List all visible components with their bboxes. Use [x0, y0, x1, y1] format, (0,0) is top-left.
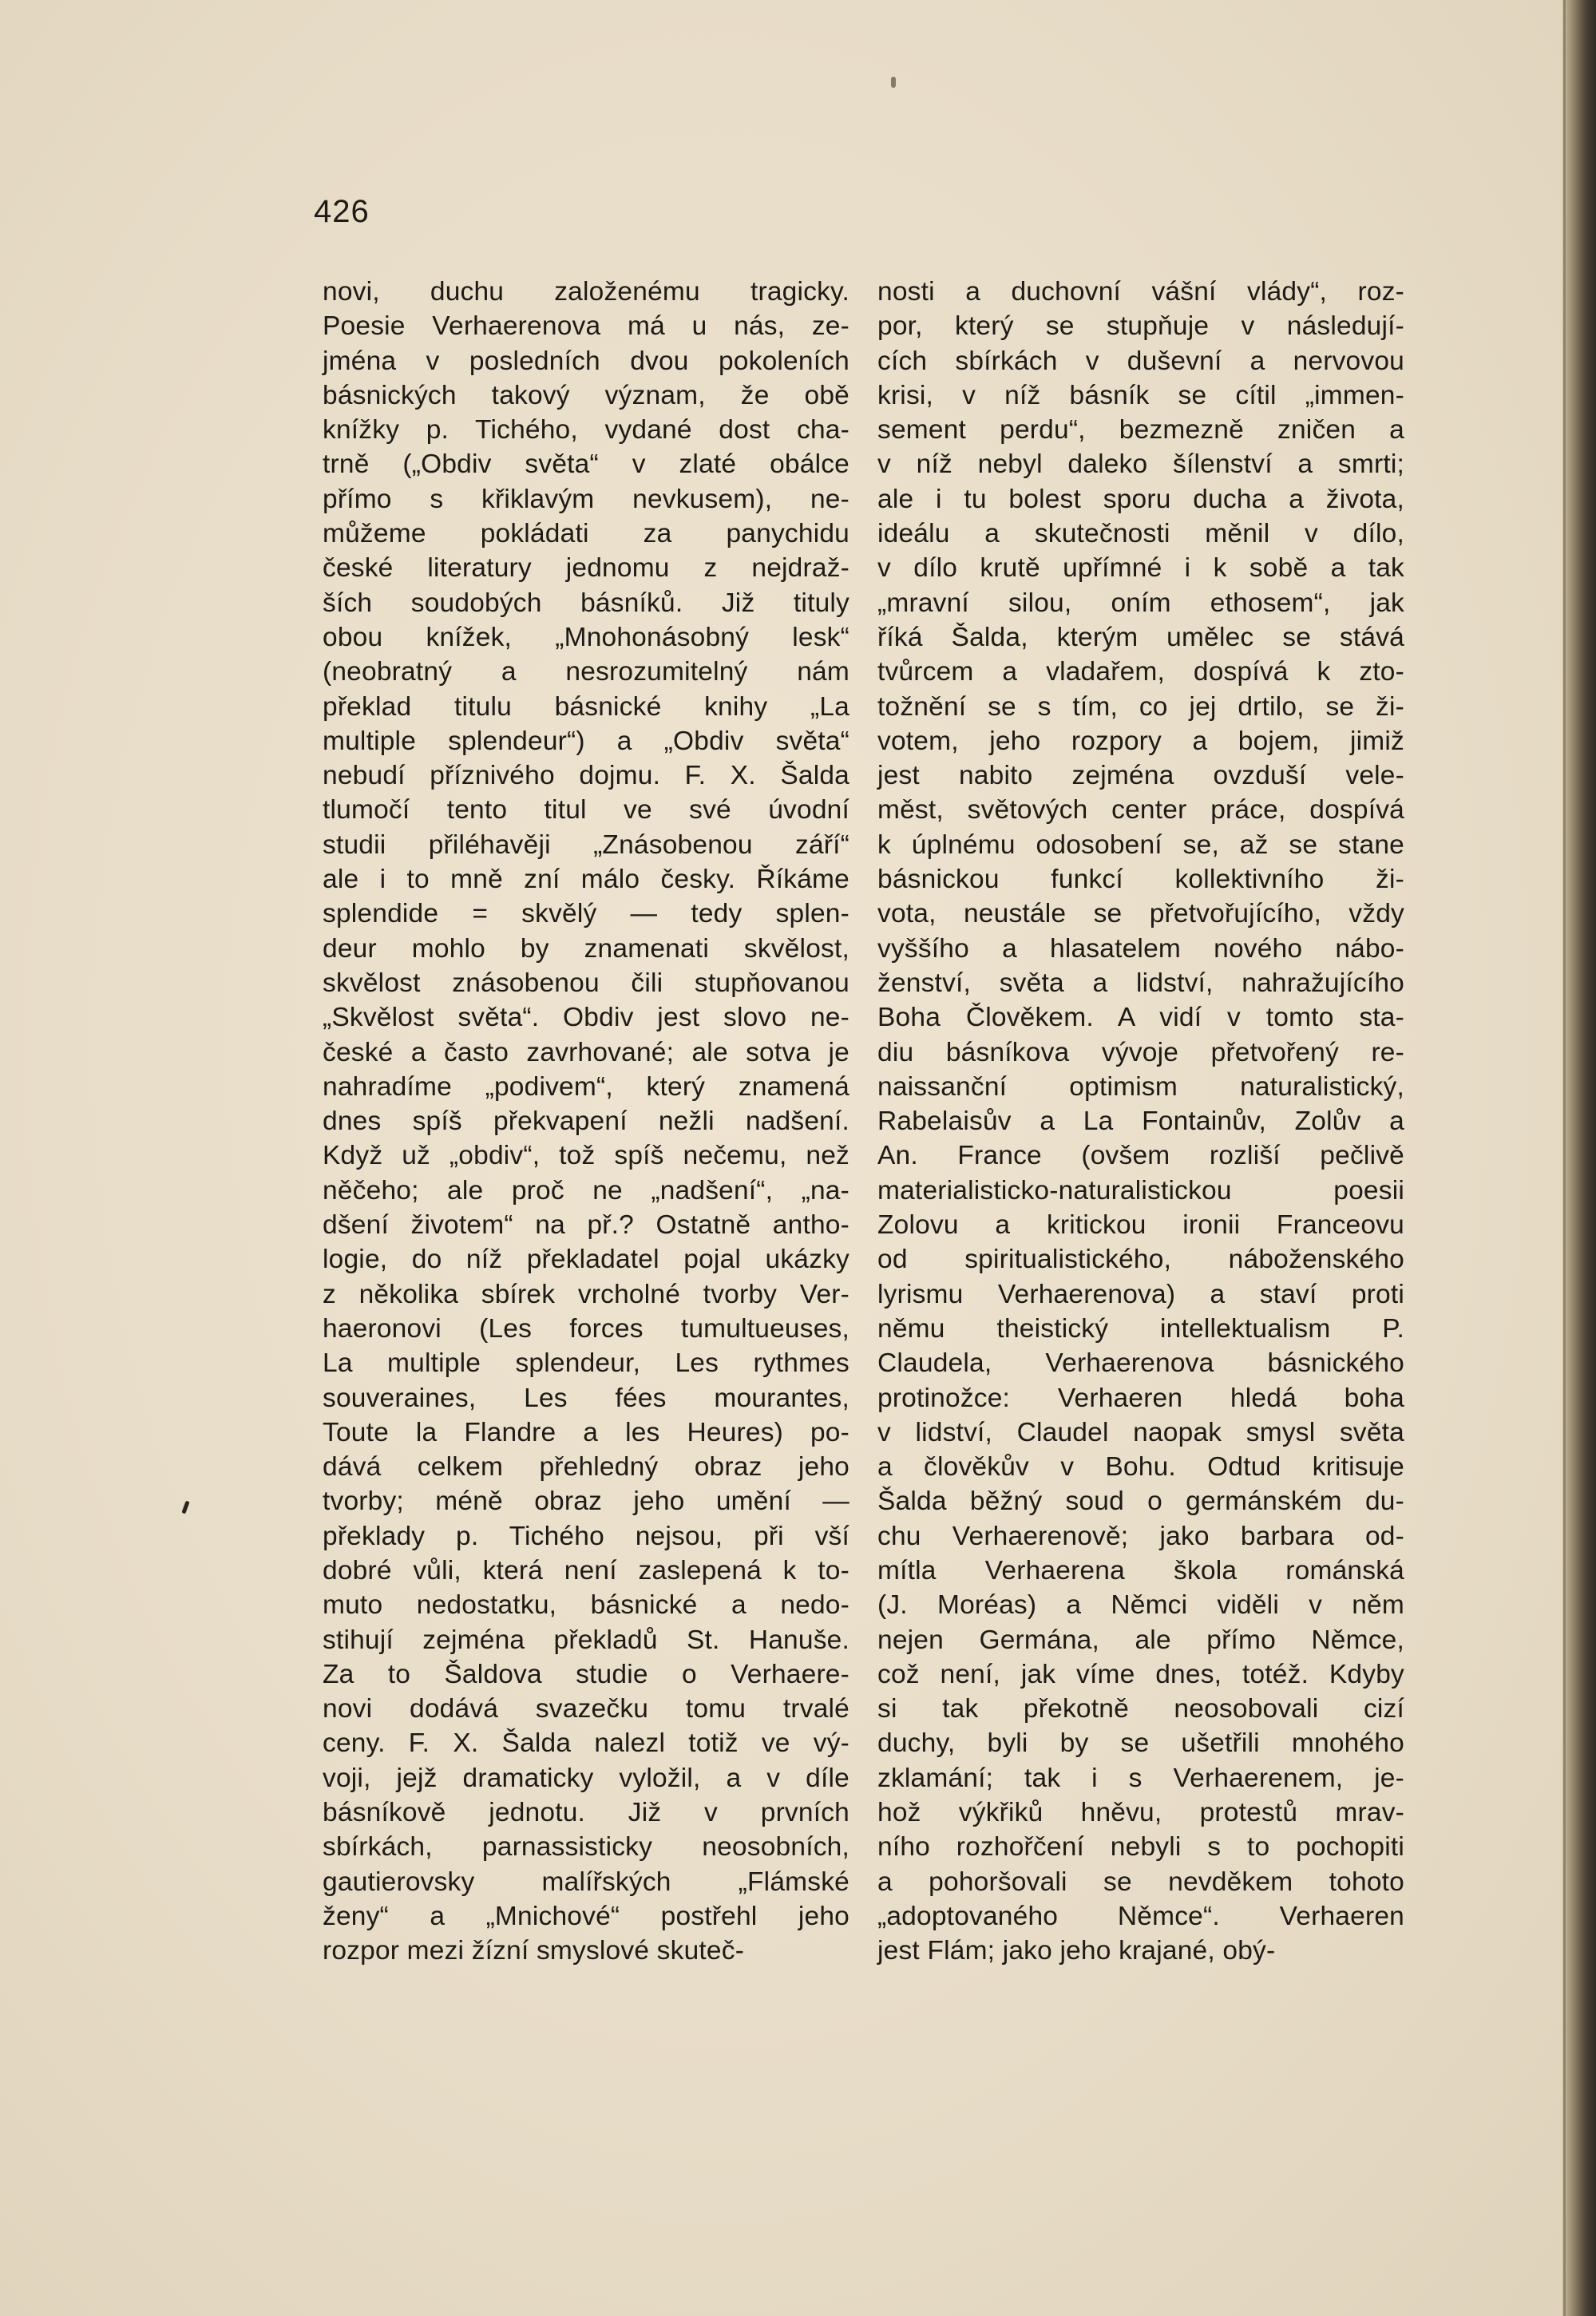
text-line: mítla Verhaerena škola románská — [877, 1555, 1404, 1586]
text-line: něčeho; ale proč ne „nadšení“, „na- — [323, 1175, 849, 1206]
text-line: tvůrcem a vladařem, dospívá k zto- — [877, 657, 1404, 687]
text-line: (J. Moréas) a Němci viděli v něm — [877, 1590, 1404, 1621]
text-line: tlumočí tento titul ve své úvodní — [323, 795, 849, 825]
text-line: od spiritualistického, náboženského — [877, 1245, 1404, 1275]
text-line: v dílo krutě upřímné i k sobě a tak — [877, 553, 1404, 584]
text-line: básnickou funkcí kollektivního ži- — [877, 865, 1404, 895]
text-line: krisi, v níž básník se cítil „immen- — [877, 380, 1404, 410]
text-line: Když už „obdiv“, tož spíš nečemu, než — [323, 1141, 849, 1171]
text-line: „Skvělost světa“. Obdiv jest slovo ne- — [323, 1003, 849, 1033]
text-line: tvorby; méně obraz jeho umění — — [323, 1487, 849, 1517]
text-line: trně („Obdiv světa“ v zlaté obálce — [323, 449, 849, 480]
text-line: v níž nebyl daleko šílenství a smrti; — [877, 449, 1404, 480]
text-line: z několika sbírek vrcholné tvorby Ver- — [323, 1279, 849, 1309]
text-line: měst, světových center práce, dospívá — [877, 795, 1404, 825]
text-line: vyššího a hlasatelem nového nábo- — [877, 933, 1404, 964]
text-line: protinožce: Verhaeren hledá boha — [877, 1383, 1404, 1413]
text-line: můžeme pokládati za panychidu — [323, 519, 849, 549]
text-line: což není, jak víme dnes, totéž. Kdyby — [877, 1659, 1404, 1689]
text-line: Rabelaisův a La Fontainův, Zolův a — [877, 1107, 1404, 1137]
text-line: voji, jejž dramaticky vyložil, a v díle — [323, 1763, 849, 1793]
text-line: materialisticko-naturalistickou poesii — [877, 1175, 1404, 1206]
text-line: ženy“ a „Mnichové“ postřehl jeho — [323, 1901, 849, 1931]
text-line: české a často zavrhované; ale sotva je — [323, 1037, 849, 1067]
text-line: v lidství, Claudel naopak smysl světa — [877, 1417, 1404, 1447]
text-line: dnes spíš překvapení nežli nadšení. — [323, 1107, 849, 1137]
text-line: stihují zejména překladů St. Hanuše. — [323, 1625, 849, 1655]
text-line: tožnění se s tím, co jej drtilo, se ži- — [877, 691, 1404, 722]
text-line: ale i to mně zní málo česky. Říkáme — [323, 865, 849, 895]
text-line: k úplnému odosobení se, až se stane — [877, 829, 1404, 860]
text-line: lyrismu Verhaerenova) a staví proti — [877, 1279, 1404, 1309]
text-line: chu Verhaerenově; jako barbara od- — [877, 1521, 1404, 1551]
text-line: knížky p. Tichého, vydané dost cha- — [323, 415, 849, 445]
text-line: muto nedostatku, básnické a nedo- — [323, 1590, 849, 1621]
text-line: sement perdu“, bezmezně zničen a — [877, 415, 1404, 445]
text-line: haeronovi (Les forces tumultueuses, — [323, 1313, 849, 1344]
right-text-column — [877, 275, 1404, 1969]
text-line: „adoptovaného Němce“. Verhaeren — [877, 1901, 1404, 1931]
text-line: nebudí příznivého dojmu. F. X. Šalda — [323, 761, 849, 791]
text-line: Claudela, Verhaerenova básnického — [877, 1348, 1404, 1379]
text-line: rozpor mezi žízní smyslové skuteč- — [323, 1936, 745, 1966]
text-line: votem, jeho rozpory a bojem, jimiž — [877, 726, 1404, 756]
left-text-column — [323, 275, 849, 1969]
text-line: splendide = skvělý — tedy splen- — [323, 899, 849, 929]
text-line: souveraines, Les fées mourantes, — [323, 1383, 849, 1413]
page-number: 426 — [314, 194, 370, 229]
text-line: ších soudobých básníků. Již tituly — [323, 588, 849, 618]
text-line: básníkově jednotu. Již v prvních — [323, 1798, 849, 1828]
text-line: obou knížek, „Mnohonásobný lesk“ — [323, 622, 849, 652]
text-line: ale i tu bolest sporu ducha a života, — [877, 484, 1404, 514]
text-line: dšení životem“ na př.? Ostatně antho- — [323, 1210, 849, 1241]
text-line: a pohoršovali se nevděkem tohoto — [877, 1867, 1404, 1897]
text-line: Boha Člověkem. A vidí v tomto sta- — [877, 1003, 1404, 1033]
text-line: naissanční optimism naturalistický, — [877, 1071, 1404, 1102]
text-line: jest Flám; jako jeho krajané, obý- — [877, 1936, 1276, 1966]
text-line: La multiple splendeur, Les rythmes — [323, 1348, 849, 1379]
text-line: jména v posledních dvou pokoleních — [323, 346, 849, 376]
text-line: „mravní silou, oním ethosem“, jak — [877, 588, 1404, 618]
text-line: Poesie Verhaerenova má u nás, ze- — [323, 311, 849, 342]
text-line: nosti a duchovní vášní vlády“, roz- — [877, 277, 1404, 307]
text-line: ideálu a skutečnosti měnil v dílo, — [877, 519, 1404, 549]
text-line: Šalda běžný soud o germánském du- — [877, 1487, 1404, 1517]
text-line: An. France (ovšem rozliší pečlivě — [877, 1141, 1404, 1171]
text-line: por, který se stupňuje v následují- — [877, 311, 1404, 342]
text-line: a člověkův v Bohu. Odtud kritisuje — [877, 1452, 1404, 1483]
text-line: dává celkem přehledný obraz jeho — [323, 1452, 849, 1483]
text-line: ního rozhořčení nebyli s to pochopiti — [877, 1832, 1404, 1863]
text-line: studii přiléhavěji „Znásobenou září“ — [323, 829, 849, 860]
text-line: ženství, světa a lidství, nahražujícího — [877, 968, 1404, 998]
text-line: multiple splendeur“) a „Obdiv světa“ — [323, 726, 849, 756]
margin-pencil-mark — [181, 1501, 189, 1514]
text-line: říká Šalda, kterým umělec se stává — [877, 622, 1404, 652]
text-line: zklamání; tak i s Verhaerenem, je- — [877, 1763, 1404, 1793]
text-line: cích sbírkách v duševní a nervovou — [877, 346, 1404, 376]
text-line: hož výkřiků hněvu, protestů mrav- — [877, 1798, 1404, 1828]
text-line: duchy, byli by se ušetřili mnohého — [877, 1728, 1404, 1759]
text-line: jest nabito zejména ovzduší vele- — [877, 761, 1404, 791]
text-line: dobré vůli, která není zaslepená k to- — [323, 1555, 849, 1586]
ink-speck — [891, 77, 896, 88]
text-line: nahradíme „podivem“, který znamená — [323, 1071, 849, 1102]
text-line: Toute la Flandre a les Heures) po- — [323, 1417, 849, 1447]
book-gutter-edge — [1563, 0, 1566, 2316]
book-gutter-shadow — [1562, 0, 1596, 2316]
text-line: deur mohlo by znamenati skvělost, — [323, 933, 849, 964]
text-line: české literatury jednomu z nejdraž- — [323, 553, 849, 584]
text-line: logie, do níž překladatel pojal ukázky — [323, 1245, 849, 1275]
text-line: novi dodává svazečku tomu trvalé — [323, 1694, 849, 1724]
text-line: diu básníkova vývoje přetvořený re- — [877, 1037, 1404, 1067]
text-line: Zolovu a kritickou ironii Franceovu — [877, 1210, 1404, 1241]
text-line: gautierovsky malířských „Flámské — [323, 1867, 849, 1897]
text-line: Za to Šaldova studie o Verhaere- — [323, 1659, 849, 1689]
text-line: novi, duchu založenému tragicky. — [323, 277, 849, 307]
text-line: básnických takový význam, že obě — [323, 380, 849, 410]
text-line: si tak překotně neosobovali cizí — [877, 1694, 1404, 1724]
text-line: přímo s křiklavým nevkusem), ne- — [323, 484, 849, 514]
text-line: sbírkách, parnassisticky neosobních, — [323, 1832, 849, 1863]
text-line: vota, neustále se přetvořujícího, vždy — [877, 899, 1404, 929]
text-line: překlady p. Tichého nejsou, při vší — [323, 1521, 849, 1551]
text-line: němu theistický intellektualism P. — [877, 1313, 1404, 1344]
text-line: překlad titulu básnické knihy „La — [323, 691, 849, 722]
text-line: (neobratný a nesrozumitelný nám — [323, 657, 849, 687]
text-line: ceny. F. X. Šalda nalezl totiž ve vý- — [323, 1728, 849, 1759]
text-line: skvělost znásobenou čili stupňovanou — [323, 968, 849, 998]
text-line: nejen Germána, ale přímo Němce, — [877, 1625, 1404, 1655]
